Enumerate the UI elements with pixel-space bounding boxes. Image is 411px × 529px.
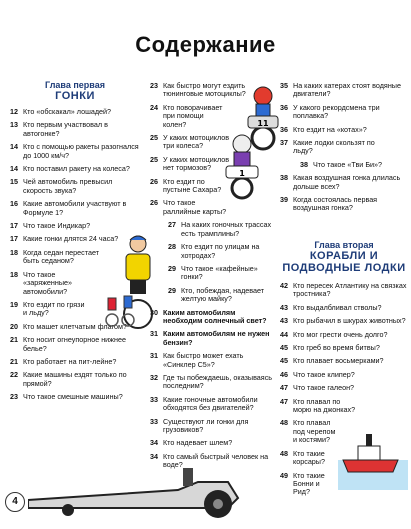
toc-entry[interactable]	[280, 174, 408, 191]
toc-question: Что такое раллийные карты?	[163, 198, 227, 216]
chapter-two-heading	[280, 240, 408, 274]
toc-question: Что такое смешные машины?	[23, 392, 123, 402]
toc-page-number: 12	[10, 107, 18, 116]
toc-page-number: 29	[168, 285, 176, 295]
toc-page-number: 37	[280, 138, 288, 148]
toc-column-3	[280, 82, 408, 213]
toc-entry[interactable]	[150, 199, 230, 216]
svg-text:11: 11	[257, 119, 269, 128]
toc-page-number: 34	[150, 438, 158, 448]
toc-question: Что такое галеон?	[293, 383, 355, 393]
toc-page-number: 47	[280, 383, 288, 393]
toc-question: Что такое Индикар?	[23, 221, 91, 231]
toc-entry[interactable]	[280, 317, 408, 325]
toc-entry[interactable]	[280, 104, 408, 121]
toc-question: Кто греб во время битвы?	[293, 343, 380, 353]
svg-text:1: 1	[239, 169, 245, 178]
toc-entry[interactable]	[10, 371, 142, 388]
page-title: Содержание	[135, 32, 276, 57]
toc-question: Какие гоночные автомобили обходятся без двигателей?	[163, 394, 258, 413]
toc-question: Кто такие Бонни и Рид?	[293, 470, 325, 497]
toc-page-number: 38	[280, 173, 288, 183]
toc-question: Какие лодки скользят по льду?	[293, 138, 375, 156]
toc-question: Кто ездит на «котах»?	[293, 124, 367, 134]
chapter-two-label: Глава вторая	[314, 240, 374, 250]
toc-page-number: 42	[280, 281, 288, 290]
toc-entry[interactable]	[280, 304, 408, 312]
cyclists-group-illustration	[100, 288, 140, 328]
toc-question: Каким автомобилям не нужен бензин?	[163, 329, 270, 347]
toc-question: Какая воздушная гонка длилась дольше всех?	[293, 173, 401, 191]
toc-entry[interactable]	[280, 331, 408, 339]
toc-page-number: 43	[280, 316, 288, 326]
toc-entry[interactable]	[10, 143, 142, 160]
toc-page-number: 14	[10, 142, 18, 152]
toc-entry[interactable]	[10, 393, 142, 401]
toc-question: Кто мог грести очень долго?	[293, 329, 388, 339]
toc-entry[interactable]	[280, 282, 408, 299]
ships-illustration	[338, 420, 408, 490]
toc-page-number: 44	[280, 329, 288, 339]
toc-entry[interactable]	[10, 358, 142, 366]
toc-page-number: 20	[10, 321, 18, 331]
toc-entry[interactable]	[10, 222, 142, 230]
toc-entry[interactable]	[300, 161, 408, 169]
toc-entry[interactable]	[168, 221, 276, 238]
toc-entry[interactable]	[280, 419, 336, 444]
toc-entry[interactable]	[150, 418, 276, 435]
toc-question: Какие машины ездят только по прямой?	[23, 370, 127, 388]
toc-question: Кто поставил ракету на колеса?	[23, 164, 130, 174]
toc-entry[interactable]	[150, 82, 250, 99]
toc-page-number: 19	[10, 299, 18, 309]
toc-question: Кто первым участвовал в автогонке?	[23, 120, 108, 138]
toc-question: Когда состоялась первая воздушная гонка?	[293, 195, 378, 213]
toc-page-number: 30	[150, 307, 158, 317]
toc-page-number: 32	[150, 372, 158, 382]
toc-question: Что такое «заряженные» автомобили?	[23, 269, 73, 296]
toc-question: Кто рыбачил в шкурах животных?	[293, 316, 406, 326]
toc-page-number: 18	[10, 247, 18, 257]
toc-question: Кто носит огнеупорное нижнее белье?	[23, 335, 126, 353]
toc-entry[interactable]	[150, 439, 276, 447]
chapter-one-heading	[10, 80, 140, 102]
toc-page-number: 33	[150, 416, 158, 426]
toc-page-number: 36	[280, 124, 288, 134]
toc-page-number: 25	[150, 154, 158, 164]
toc-question: Кто плавает восьмерками?	[293, 356, 384, 366]
toc-page-number: 36	[280, 102, 288, 112]
toc-entry[interactable]	[10, 336, 142, 353]
toc-question: Кто ездит по грязи и льду?	[23, 299, 85, 318]
toc-entry[interactable]	[280, 371, 408, 379]
toc-question: Как быстро может ехать «Синклер С5»?	[163, 351, 244, 369]
toc-entry[interactable]	[280, 472, 336, 497]
toc-entry[interactable]	[150, 396, 276, 413]
toc-page-number: 47	[280, 396, 288, 406]
toc-page-number: 45	[280, 356, 288, 366]
toc-question: Кто поворачивает при помощи колен?	[163, 102, 223, 129]
toc-entry[interactable]	[280, 344, 408, 352]
toc-page-number: 24	[150, 102, 158, 112]
toc-entry[interactable]	[10, 249, 105, 266]
toc-page-number: 15	[10, 177, 18, 187]
toc-page-number: 16	[10, 199, 18, 209]
motocross-rider-illustration	[212, 130, 272, 200]
toc-page-number: 48	[280, 418, 288, 428]
chapter-one-label: Глава первая	[45, 80, 105, 90]
toc-page-number: 21	[10, 356, 18, 366]
toc-page-number: 25	[150, 133, 158, 143]
toc-page-number: 26	[150, 198, 158, 208]
toc-entry[interactable]	[10, 271, 82, 296]
toc-entry[interactable]	[280, 82, 408, 99]
toc-question: У какого рекордсмена три поплавка?	[293, 102, 380, 121]
toc-page-number: 39	[280, 195, 288, 205]
toc-entry[interactable]	[280, 398, 360, 415]
toc-page-number: 46	[280, 369, 288, 379]
toc-page-number: 35	[280, 81, 288, 90]
toc-entry[interactable]	[168, 265, 276, 282]
toc-entry[interactable]	[10, 301, 90, 318]
toc-page-number: 45	[280, 343, 288, 353]
toc-question: Кто с помощью ракеты разогнался до 1000 км/ч?	[23, 142, 139, 160]
toc-entry[interactable]	[150, 104, 225, 129]
toc-entry[interactable]	[150, 352, 276, 369]
toc-page-number: 17	[10, 221, 18, 231]
toc-entry[interactable]	[10, 178, 142, 195]
toc-page-number: 33	[150, 394, 158, 404]
toc-page-number: 23	[150, 81, 158, 90]
toc-page-number: 31	[150, 329, 158, 339]
toc-question: Кто работает на пит-лейне?	[23, 356, 117, 366]
toc-question: Кто выдалбливал стволы?	[293, 302, 382, 312]
toc-page-number: 27	[168, 220, 176, 230]
toc-question: Кто ездит по улицам на хотродах?	[181, 242, 260, 260]
toc-page-number: 14	[10, 164, 18, 174]
toc-question: Кто плавал по морю на джонках?	[293, 396, 356, 415]
toc-entry[interactable]	[280, 450, 336, 467]
toc-question: Где ты побеждаешь, оказываясь последним?	[163, 372, 273, 391]
toc-page-number: 18	[10, 269, 18, 279]
toc-question: Чей автомобиль превысил скорость звука?	[23, 177, 113, 195]
toc-question: Что такое «кафейные» гонки?	[181, 263, 258, 282]
toc-page-number: 23	[10, 392, 18, 402]
toc-entry[interactable]	[168, 287, 276, 304]
toc-page-number: 43	[280, 302, 288, 312]
toc-question: Существуют ли гонки для грузовиков?	[163, 416, 249, 434]
toc-question: У каких мотоциклов нет тормозов?	[163, 154, 230, 173]
toc-entry[interactable]	[280, 196, 408, 213]
toc-question: Кто такие корсары?	[293, 448, 325, 467]
toc-question: На каких гоночных трассах есть трамплины?	[181, 220, 272, 238]
toc-question: Какие автомобили участвуют в Формуле 1?	[23, 199, 127, 217]
toc-page-number: 13	[10, 120, 18, 130]
chapter-one-name: ГОНКИ	[55, 90, 95, 102]
toc-page-number: 29	[168, 263, 176, 273]
toc-question: Как быстро могут ездить тюнинговые мотоциклы?	[163, 81, 246, 99]
toc-page-number: 34	[150, 451, 158, 461]
toc-page-number: 22	[10, 370, 18, 380]
toc-page-number: 26	[150, 176, 158, 186]
toc-page-number: 49	[280, 470, 288, 480]
toc-page-number: 28	[168, 242, 176, 252]
page-number-badge: 4	[5, 492, 25, 512]
toc-question: Что такое клипер?	[293, 369, 355, 379]
toc-entry[interactable]	[10, 165, 142, 173]
toc-question: Кто машет клетчатым флагом?	[23, 321, 127, 331]
toc-entry[interactable]	[10, 200, 142, 217]
toc-question: Кто ездит по пустыне Сахара?	[163, 176, 222, 195]
toc-page-number: 31	[150, 351, 158, 361]
toc-entry[interactable]	[150, 374, 276, 391]
toc-question: Кто пересек Атлантику на связках тростника?	[293, 281, 407, 299]
toc-entry[interactable]	[10, 121, 142, 138]
toc-question: На каких катерах стоят водяные двигатели?	[293, 81, 401, 99]
toc-entry[interactable]	[280, 126, 408, 134]
toc-question: Какие гонки длятся 24 часа?	[23, 234, 119, 244]
toc-page-number: 48	[280, 448, 288, 458]
toc-entry[interactable]	[150, 309, 276, 326]
toc-page-number: 38	[300, 159, 308, 169]
toc-question: Кто плавал под черепом и костями?	[293, 418, 336, 445]
dragster-car-illustration	[28, 460, 260, 520]
toc-question: Кто самый быстрый человек на воде?	[163, 451, 269, 470]
toc-question: Кто надевает шлем?	[163, 438, 233, 448]
toc-question: Когда седан перестает быть седаном?	[23, 247, 99, 266]
toc-entry[interactable]	[150, 330, 276, 347]
toc-question: Кто, побеждая, надевает желтую майку?	[181, 285, 265, 304]
toc-question: Кто «обскакал» лошадей?	[23, 107, 112, 116]
toc-entry[interactable]	[280, 139, 380, 156]
toc-question: Каким автомобилям необходим солнечный свет?	[163, 307, 267, 325]
toc-entry[interactable]	[280, 357, 408, 365]
toc-entry[interactable]	[168, 243, 276, 260]
toc-question: У каких мотоциклов три колеса?	[163, 133, 230, 151]
toc-entry[interactable]	[10, 108, 142, 116]
toc-entry[interactable]	[280, 384, 408, 392]
toc-question: Что такое «Тви Би»?	[313, 159, 383, 169]
toc-page-number: 17	[10, 234, 18, 244]
toc-page-number: 21	[10, 335, 18, 345]
chapter-two-name: КОРАБЛИ И ПОДВОДНЫЕ ЛОДКИ	[282, 250, 406, 274]
